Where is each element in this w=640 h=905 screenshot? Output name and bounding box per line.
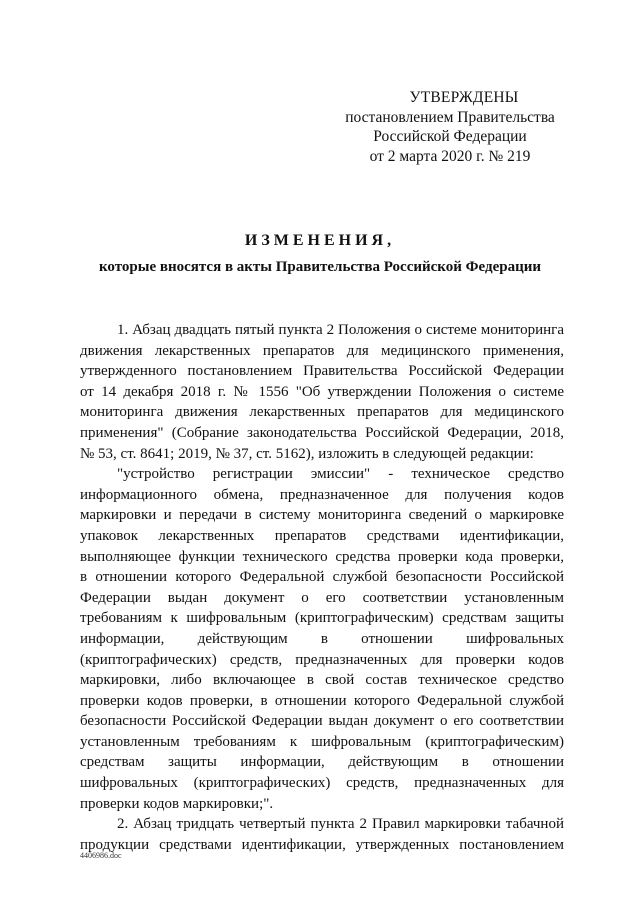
body-text-line: проверки кодов маркировки;". bbox=[80, 795, 274, 812]
document-title: ИЗМЕНЕНИЯ, bbox=[244, 232, 396, 249]
body-text-line: 2. Абзац тридцать четвертый пункта 2 Правил маркировки табачной bbox=[117, 816, 564, 833]
document-body bbox=[80, 320, 564, 855]
approval-line-resolution: постановлением Правительства bbox=[345, 108, 555, 126]
body-text-line: установленным требованиям к шифровальным (криптографическим) bbox=[80, 733, 564, 750]
body-text-line: (криптографических) средств, предназначенных для проверки кодов bbox=[80, 651, 564, 668]
body-text-line: "устройство регистрации эмиссии" - техническое средство bbox=[117, 466, 564, 483]
body-text-line: Федерации выдан документ о его соответствии установленным bbox=[80, 589, 564, 606]
body-text-line: в отношении которого Федеральной службой безопасности Российской bbox=[80, 569, 564, 586]
body-text-line: безопасности Российской Федерации выдан документ о его соответствии bbox=[80, 713, 564, 730]
body-text-line: № 53, ст. 8641; 2019, № 37, ст. 5162), изложить в следующей редакции: bbox=[80, 445, 534, 462]
body-text-line: средствам защиты информации, действующим в отношении bbox=[80, 754, 564, 771]
body-text-line: мониторинга движения лекарственных препаратов для медицинского bbox=[80, 404, 564, 421]
body-text-line: маркировки и передачи в систему мониторинга сведений о маркировке bbox=[80, 507, 564, 524]
body-text-line: упаковок лекарственных препаратов средствами идентификации, bbox=[80, 527, 564, 544]
body-text-line: 1. Абзац двадцать пятый пункта 2 Положения о системе мониторинга bbox=[117, 322, 564, 338]
body-text-line: выполняющее функции технического средства проверки кода проверки, bbox=[80, 548, 564, 565]
body-text-line: шифровальных (криптографических) средств, предназначенных для bbox=[80, 775, 564, 792]
approval-heading: УТВЕРЖДЕНЫ bbox=[409, 89, 519, 106]
body-text-line: движения лекарственных препаратов для медицинского применения, bbox=[80, 342, 564, 359]
body-text-line: утвержденного постановлением Правительства Российской Федерации bbox=[80, 363, 564, 380]
body-text-line: информационного обмена, предназначенное для получения кодов bbox=[80, 486, 564, 503]
approval-stamp bbox=[340, 88, 560, 166]
approval-line-date-number: от 2 марта 2020 г. № 219 bbox=[369, 147, 531, 165]
body-text-line: маркировки, либо включающее в свой состав техническое средство bbox=[80, 672, 564, 689]
file-name-footer: 4406986.doc bbox=[80, 851, 122, 860]
body-text-line: проверки кодов проверки, в отношении которого Федеральной службой bbox=[80, 692, 564, 709]
body-text-line: продукции средствами идентификации, утвержденных постановлением bbox=[80, 836, 564, 853]
document-subtitle: которые вносятся в акты Правительства Российской Федерации bbox=[98, 259, 542, 275]
body-text-line: от 14 декабря 2018 г. № 1556 "Об утверждении Положения о системе bbox=[80, 383, 564, 400]
body-text-line: применения" (Собрание законодательства Российской Федерации, 2018, bbox=[80, 424, 564, 441]
approval-line-country: Российской Федерации bbox=[373, 128, 527, 145]
body-text-line: информации, действующим в отношении шифровальных bbox=[80, 630, 564, 647]
body-text-line: требованиям к шифровальным (криптографическим) средствам защиты bbox=[80, 610, 564, 627]
